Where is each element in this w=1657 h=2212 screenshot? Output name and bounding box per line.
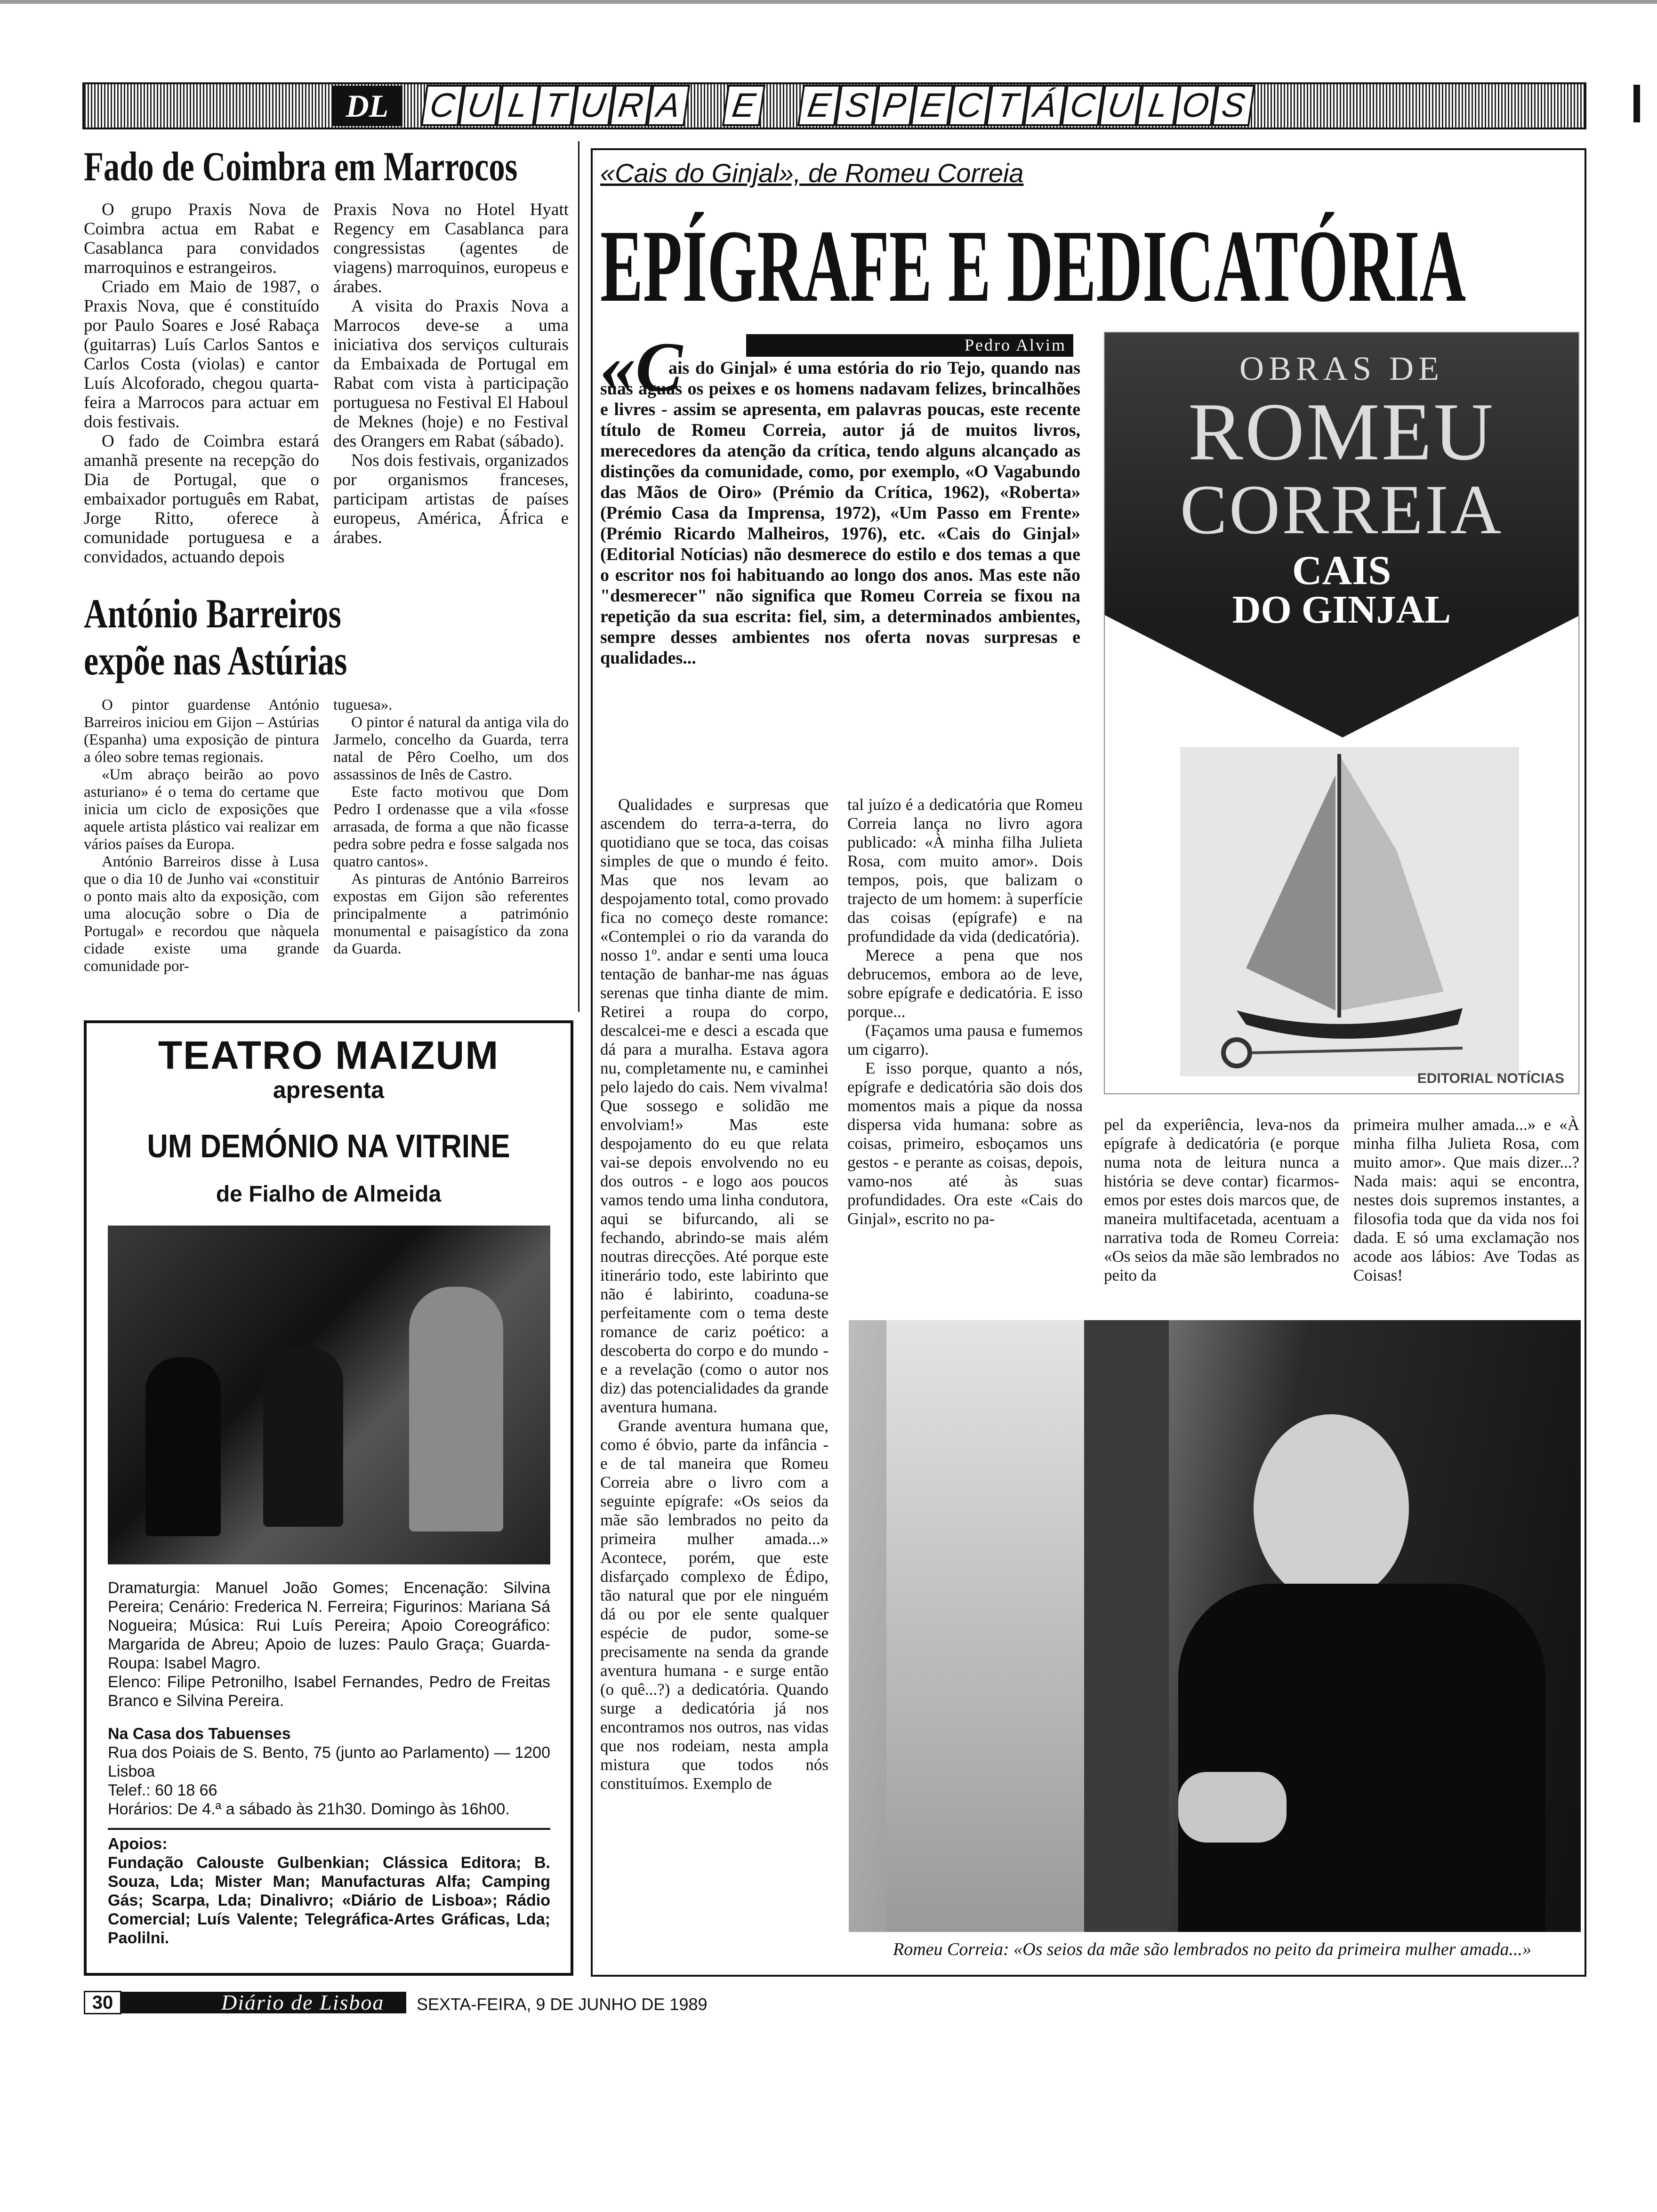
- paragraph: «Um abraço beirão ao povo asturiano» é o tema do certame que inicia um ciclo de exposições que aquele artista plástico vai realizar em vários países da Europa.: [84, 766, 319, 853]
- paragraph: O pintor é natural da antiga vila do Jarmelo, concelho da Guarda, terra natal de Pêro Coelho, um dos assassinos de Inês de Castro.: [333, 714, 569, 783]
- section-letter: O: [1174, 85, 1217, 126]
- photo-caption: Romeu Correia: «Os seios da mãe são lembrados no peito da primeira mulher amada...»: [893, 1940, 1531, 1959]
- ad-cast-text: Elenco: Filipe Petronilho, Isabel Fernandes, Pedro de Freitas Branco e Silvina Pereira.: [108, 1673, 550, 1710]
- paragraph: O pintor guardense António Barreiros iniciou em Gijon – Astúrias (Espanha) uma exposição de pintura a óleo sobre temas regionais.: [84, 697, 319, 766]
- book-title-2: DO GINJAL: [1232, 588, 1451, 632]
- photo-person-head: [1254, 1414, 1409, 1603]
- section-letter: S: [1212, 85, 1255, 126]
- barreiros-title-line-2: expõe nas Astúrias: [84, 638, 347, 684]
- lead-paragraph: ais do Ginjal» é uma estória do rio Tejo, quando nas suas águas os peixes e os homens nadavam felizes, brincalhões e livres - assim se apresenta, em palavras poucas, este recente título de Romeu Correia, autor já de muitos livros, merecedores da atenção da crítica, tendo alguns alcançado as distinções da comunidade, como, por exemplo, «O Vagabundo das Mãos de Oiro» (Prémio da Crítica, 1962), «Roberta» (Prémio Casa da Imprensa, 1972), «Um Passo em Frente» (Prémio Ricardo Malheiros, 1976), etc. «Cais do Ginjal» (Editorial Notícias) não desmerece do estilo e dos temas a que o escritor nos foi habituando ao longo dos anos. Mas este não "desmerecer" não significa que Romeu Correia se fixou na repetição da sua escrita: fiel, sim, a determinados ambientes, sempre desses ambientes nos oferta novas surpresas e qualidades...: [600, 358, 1080, 668]
- ad-credits: [108, 1579, 550, 1948]
- ad-play-title: UM DEMÓNIO NA VITRINE: [147, 1128, 510, 1164]
- footer-date: SEXTA-FEIRA, 9 DE JUNHO DE 1989: [417, 1995, 708, 2014]
- section-letter: C: [421, 85, 464, 126]
- fado-article: [84, 141, 569, 567]
- section-letter-gap: [763, 85, 800, 127]
- book-author-2: CORREIA: [1180, 471, 1504, 549]
- author-photo: [849, 1320, 1581, 1932]
- barreiros-article: [84, 591, 569, 975]
- section-letter: U: [1099, 85, 1142, 126]
- section-letter-gap: [687, 85, 725, 127]
- section-letter: C: [948, 85, 991, 126]
- section-letter: S: [835, 85, 878, 126]
- paragraph: Merece a pena que nos debrucemos, embora ao de leve, sobre epígrafe e dedicatória. E isso porque...: [847, 946, 1083, 1021]
- section-letter: Á: [1023, 85, 1067, 126]
- top-rule: [0, 0, 1657, 4]
- paragraph: A visita do Praxis Nova a Marrocos deve-se a uma iniciativa dos serviços culturais da Embaixada de Portugal em Rabat com vista à participação portuguesa no Festival El Haboul de Meknes (hoje) e no Festival des Orangers em Rabat (sábado).: [333, 297, 569, 451]
- section-letter: L: [496, 85, 539, 126]
- paragraph: Praxis Nova no Hotel Hyatt Regency em Casablanca para congressistas (agentes de viagens) marroquinos, europeus e árabes.: [333, 200, 569, 297]
- theatre-ad: [84, 1020, 573, 1976]
- main-col-1: [600, 795, 828, 1793]
- main-headline: EPÍGRAFE E DEDICATÓRIA: [600, 208, 1466, 323]
- ad-rule: [108, 1828, 550, 1830]
- paragraph: O grupo Praxis Nova de Coimbra actua em Rabat e Casablanca para convidados marroquinos e estrangeiros.: [84, 200, 319, 277]
- footer-paper-name: Diário de Lisboa: [221, 1990, 385, 2014]
- paragraph: Criado em Maio de 1987, o Praxis Nova, que é constituído por Paulo Soares e José Rabaça (guitarras) Luís Carlos Santos e Carlos Costa (violas) e cantor Luís Alcoforado, chegou quarta-feira a Marrocos para actuar em dois festivais.: [84, 277, 319, 432]
- paragraph: tuguesa».: [333, 697, 393, 713]
- paragraph: tal juízo é a dedicatória que Romeu Correia lança no livro agora publicado: «À minha filha Julieta Rosa, com muito amor». Dois tempos, pois, que balizam o trajecto de um homem: à superfície das coisas (epígrafe) e na profundidade da vida (dedicatória).: [847, 795, 1083, 946]
- paragraph: António Barreiros disse à Lusa que o dia 10 de Junho vai «constituir o ponto mais alto da exposição, com uma alocução sobre o Dia de Portugal» e recordou que nàquela cidade existe uma grande comunidade por-: [84, 853, 319, 975]
- paragraph: (Façamos uma pausa e fumemos um cigarro).: [847, 1021, 1083, 1058]
- barreiros-col-1: [84, 697, 319, 975]
- main-kicker: «Cais do Ginjal», de Romeu Correia: [600, 158, 1024, 188]
- photo-person-body: [1178, 1584, 1545, 1932]
- section-letter: T: [986, 85, 1029, 126]
- paragraph: Qualidades e surpresas que ascendem do terra-a-terra, do quotidiano que se toca, das coisas simples de que o mundo é feito. Mas que nos levam ao despojamento total, como provado fica no começo deste romance: «Contemplei o rio da varanda do nosso 1º. andar e senti uma louca tentação de banhar-me nas águas serenas que tinha diante de mim. Retirei a roupa do corpo, descalcei-me e desci a escada que dá para a muralha. Estava agora nu, completamente nu, e caminhei pelo lajedo do cais. Nem vivalma! Que sossego e solidão me envolviam!» Mas este despojamento do eu que relata vai-se depois envolvendo no eu dos outros - e logo aos poucos vamos tendo uma linha condutora, aqui se bifurcando, ali se fechando, abrindo-se mais além noutras direcções. Até porque este itinerário todo, este labirinto que não é labirinto, coaduna-se perfeitamente com o tema deste romance de cariz poético: a descoberta do corpo e do mundo - e a revelação (como o autor nos diz) das potencialidades da grande aventura humana.: [600, 795, 828, 1416]
- section-letter: R: [609, 85, 652, 126]
- section-letter: T: [534, 85, 577, 126]
- ad-support-text: Fundação Calouste Gulbenkian; Clássica Editora; B. Souza, Lda; Mister Man; Manufacturas Alfa; Camping Gás; Scarpa, Lda; Dinalivro; «Diário de Lisboa»; Rádio Comercial; Luís Valente; Telegráfica-Artes Gráficas, Lda; Paolilni.: [108, 1854, 550, 1947]
- photo-hand: [1178, 1772, 1287, 1843]
- section-letter: E: [797, 85, 841, 126]
- lead-dropcap: «C: [600, 328, 683, 406]
- paragraph: E isso porque, quanto a nós, epígrafe e dedicatória são dois dos momentos mais a pique da nossa dispersa vida humana: sobre as coisas, primeiro, esboçamos uns gestos - e perante as coisas, depois, vamo-nos até às suas profundidades. Ora este «Cais do Ginjal», escrito no pa-: [847, 1059, 1083, 1228]
- ad-author: de Fialho de Almeida: [216, 1182, 442, 1207]
- ad-venue-address: Rua dos Poiais de S. Bento, 75 (junto ao Parlamento) — 1200 Lisboa: [108, 1744, 550, 1780]
- main-col-2: [847, 795, 1083, 1228]
- book-series: OBRAS DE: [1239, 350, 1444, 387]
- fado-col-2: [333, 200, 569, 567]
- fado-col-1: [84, 200, 319, 567]
- ad-venue-phone: Telef.: 60 18 66: [108, 1781, 217, 1799]
- section-logo: DL: [332, 86, 402, 126]
- section-letter: E: [722, 85, 765, 126]
- paragraph: Nos dois festivais, organizados por organismos franceses, participam artistas de países europeus, América, África e árabes.: [333, 451, 569, 547]
- main-col-4: primeira mulher amada...» e «À minha filha Julieta Rosa, com muito amor». Que mais dizer...? Nada mais: aqui se encontra, nestes dois supremos instantes, a filosofia toda que da vida nos foi dada. E só uma exclamação nos acode aos lábios: Ave Todas as Coisas!: [1353, 1115, 1579, 1284]
- byline: Pedro Alvim: [964, 336, 1066, 354]
- photo-curtain: [1084, 1320, 1169, 1932]
- section-letter: A: [647, 85, 690, 126]
- section-letter: L: [1136, 85, 1180, 126]
- ad-support-title: Apoios:: [108, 1835, 168, 1853]
- right-edge-mark: [1633, 85, 1640, 122]
- figure-silhouette: [145, 1357, 221, 1536]
- photo-window: [886, 1320, 1084, 1932]
- ad-credits-text: Dramaturgia: Manuel João Gomes; Encenação: Silvina Pereira; Cenário: Frederica N. Ferreira; Figurinos: Mariana Sá Nogueira; Música: Rui Luís Pereira; Apoio Coreográfico: Margarida de Abreu; Apoio de luzes: Paulo Graça; Guarda-Roupa: Isabel Magro.: [108, 1579, 550, 1672]
- book-cover: [1104, 332, 1579, 1094]
- sailboat-illustration: [1180, 747, 1519, 1076]
- paragraph: Este facto motivou que Dom Pedro I ordenasse que a vila «fosse arrasada, de forma a que não ficasse pedra sobre pedra e fosse salgada nos quatro cantos».: [333, 784, 569, 870]
- main-col-3: pel da experiência, leva-nos da epígrafe à dedicatória (e porque numa nota de leitura nunca a história se deve contar) ficarmos-emos por estes dois marcos que, de maneira multifacetada, acentuam a narrativa toda de Romeu Correia: «Os seios da mãe são lembrados no peito da: [1104, 1115, 1339, 1284]
- barreiros-col-2: [333, 697, 569, 975]
- barreiros-title-line-1: António Barreiros: [84, 591, 341, 637]
- book-publisher: EDITORIAL NOTÍCIAS: [1417, 1071, 1564, 1086]
- book-cover-point: [1105, 615, 1579, 737]
- section-letter: P: [873, 85, 916, 126]
- fado-title: Fado de Coimbra em Marrocos: [84, 144, 518, 190]
- section-letter: U: [458, 85, 502, 126]
- paragraph: As pinturas de António Barreiros expostas em Gijon são referentes principalmente a património monumental e paisagístico da zona da Guarda.: [333, 871, 569, 957]
- section-letter: C: [1061, 85, 1104, 126]
- ad-venue-title: Na Casa dos Tabuenses: [108, 1725, 291, 1743]
- book-title-1: CAIS: [1292, 548, 1392, 593]
- section-title: [424, 85, 1252, 127]
- ad-theatre-name: TEATRO MAIZUM: [158, 1033, 499, 1077]
- ad-presents: apresenta: [273, 1077, 385, 1103]
- book-author-1: ROMEU: [1188, 386, 1495, 477]
- figure-silhouette: [263, 1348, 343, 1527]
- ad-venue-hours: Horários: De 4.ª a sábado às 21h30. Domingo às 16h00.: [108, 1800, 510, 1818]
- paragraph: Grande aventura humana que, como é óbvio, parte da infância - e de tal maneira que Romeu Correia abre o livro com a seguinte epígrafe: «Os seios da mãe são lembrados no peito da primeira mulher amada...» Acontece, porém, que este disfarçado complexo de Édipo, tão natural que por ele ninguém dá ou por ele sente qualquer espécie de pudor, some-se precisamente na senda da grande aventura humana - e surge então (o quê...?) a dedicatória. Quando surge a dedicatória já nos encontramos nos outros, nas vidas que nos rodeiam, nesta ampla mistura que todos nós constituímos. Exemplo de: [600, 1417, 828, 1793]
- section-letter: U: [571, 85, 615, 126]
- figure-silhouette: [409, 1287, 503, 1531]
- section-letter: E: [910, 85, 954, 126]
- paragraph: O fado de Coimbra estará amanhã presente na recepção do Dia de Portugal, que o embaixador português em Rabat, Jorge Ritto, oferece à comunidade portuguesa e a convidados, actuando depois: [84, 432, 319, 567]
- ad-play-photo: [108, 1226, 550, 1564]
- footer-page-number: 30: [84, 1991, 121, 2014]
- column-rule: [578, 141, 579, 1012]
